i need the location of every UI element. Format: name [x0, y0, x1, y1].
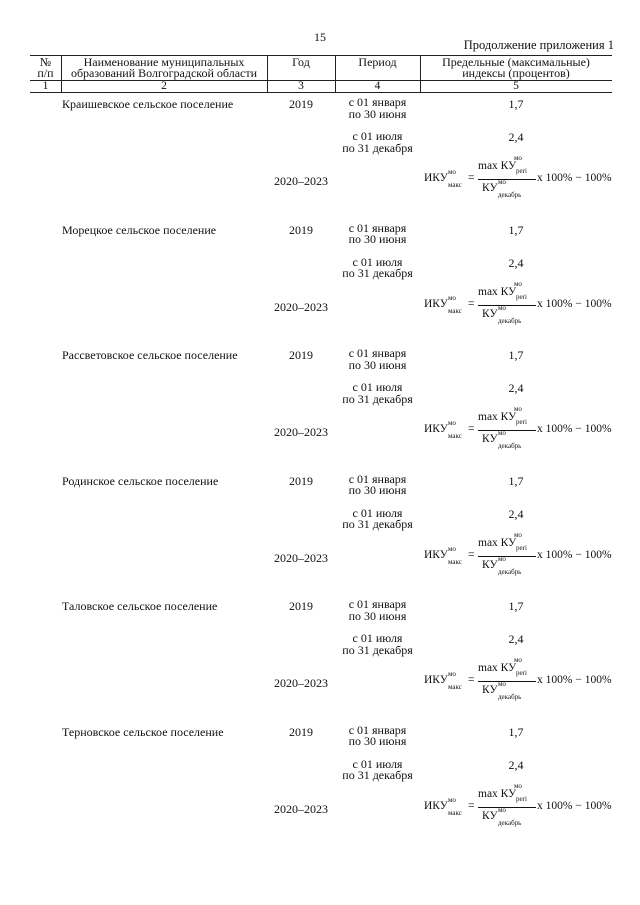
column-number-3: 3 — [298, 80, 304, 92]
index-formula — [424, 656, 614, 704]
formula-numerator: max КУ мо peri — [478, 656, 527, 677]
period-first-half: с 01 января по 30 июня — [348, 220, 407, 246]
index-first-half: 1,7 — [508, 599, 524, 613]
column-number-2: 2 — [161, 80, 167, 92]
header-col-name: Наименование муниципальных образований Волгоградской области — [70, 55, 258, 80]
year-2019: 2019 — [289, 724, 313, 739]
header-col-number: № п/п — [37, 55, 54, 80]
year-2019: 2019 — [289, 473, 313, 488]
period-first-half: с 01 января по 30 июня — [348, 346, 407, 372]
municipality-name: Рассветовское сельское поселение — [62, 348, 238, 362]
formula-denominator: КУ мо декабрь — [482, 429, 522, 450]
formula-tail: x 100% − 100% — [537, 423, 612, 435]
column-number-5: 5 — [513, 80, 519, 92]
index-formula — [424, 782, 614, 830]
formula-numerator: max КУ мо peri — [478, 530, 527, 552]
index-formula — [424, 405, 614, 453]
period-second-half: с 01 июля по 31 декабря — [342, 380, 413, 406]
municipality-name: Краишевское сельское поселение — [62, 97, 234, 111]
period-first-half: с 01 января по 30 июня — [348, 597, 407, 623]
period-second-half: с 01 июля по 31 декабря — [342, 505, 413, 531]
formula-equals: = — [468, 674, 475, 686]
index-first-half: 1,7 — [508, 348, 524, 362]
fraction-bar — [478, 681, 536, 682]
year-range: 2020–2023 — [274, 299, 328, 314]
formula-tail: x 100% − 100% — [537, 548, 612, 561]
index-formula — [424, 154, 614, 202]
index-first-half: 1,7 — [508, 724, 524, 739]
column-number-1: 1 — [42, 80, 49, 92]
period-first-half: с 01 января по 30 июня — [348, 722, 407, 748]
formula-tail: x 100% − 100% — [537, 172, 612, 184]
year-2019: 2019 — [289, 222, 313, 237]
period-second-half: с 01 июля по 31 декабря — [342, 254, 413, 280]
formula-lhs: ИКУ мо макс — [424, 670, 462, 691]
formula-denominator: КУ мо декабрь — [482, 680, 522, 701]
index-first-half: 1,7 — [508, 97, 524, 111]
year-range: 2020–2023 — [274, 174, 328, 188]
index-second-half: 2,4 — [508, 255, 524, 270]
year-range: 2020–2023 — [274, 425, 328, 439]
index-second-half: 2,4 — [508, 130, 524, 144]
municipality-name: Родинское сельское поселение — [62, 473, 219, 488]
fraction-bar — [478, 305, 536, 306]
formula-denominator: КУ мо декабрь — [482, 554, 522, 576]
formula-lhs: ИКУ мо макс — [424, 795, 462, 817]
formula-tail: x 100% − 100% — [537, 674, 612, 686]
formula-denominator: КУ мо декабрь — [482, 178, 522, 199]
municipality-name: Терновское сельское поселение — [62, 724, 224, 739]
index-second-half: 2,4 — [508, 381, 524, 395]
continuation-caption: Продолжение приложения 1 — [463, 38, 614, 52]
header-col-index: Предельные (максимальные) индексы (процентов) — [442, 55, 590, 80]
formula-denominator: КУ мо декабрь — [482, 303, 522, 325]
fraction-bar — [478, 430, 536, 431]
index-second-half: 2,4 — [508, 757, 524, 772]
formula-equals: = — [468, 172, 475, 184]
header-bottom-rule — [30, 92, 612, 93]
period-second-half: с 01 июля по 31 декабря — [342, 631, 413, 657]
formula-equals: = — [468, 297, 475, 310]
index-formula — [424, 531, 614, 579]
year-2019: 2019 — [289, 348, 313, 362]
formula-numerator: max КУ мо peri — [478, 279, 527, 301]
year-range: 2020–2023 — [274, 550, 328, 565]
index-first-half: 1,7 — [508, 222, 524, 237]
fraction-bar — [478, 807, 536, 808]
index-first-half: 1,7 — [508, 473, 524, 488]
municipality-name: Морецкое сельское поселение — [62, 222, 217, 237]
formula-lhs: ИКУ мо макс — [424, 293, 462, 315]
formula-lhs: ИКУ мо макс — [424, 544, 462, 566]
index-formula — [424, 280, 614, 328]
header-col-year: Год — [292, 55, 310, 69]
formula-equals: = — [468, 423, 475, 435]
formula-equals: = — [468, 799, 475, 812]
formula-equals: = — [468, 548, 475, 561]
period-second-half: с 01 июля по 31 декабря — [342, 129, 413, 155]
formula-denominator: КУ мо декабрь — [482, 805, 522, 827]
column-number-4: 4 — [374, 80, 381, 92]
header-col-period: Период — [358, 55, 397, 69]
period-second-half: с 01 июля по 31 декабря — [342, 756, 413, 782]
fraction-bar — [478, 556, 536, 557]
page-number: 15 — [314, 30, 326, 44]
period-first-half: с 01 января по 30 июня — [348, 95, 407, 121]
formula-tail: x 100% − 100% — [537, 799, 612, 812]
formula-numerator: max КУ мо peri — [478, 154, 527, 175]
formula-tail: x 100% − 100% — [537, 297, 612, 310]
formula-numerator: max КУ мо peri — [478, 781, 527, 803]
year-2019: 2019 — [289, 97, 313, 111]
index-second-half: 2,4 — [508, 506, 524, 521]
formula-numerator: max КУ мо peri — [478, 405, 527, 426]
year-2019: 2019 — [289, 599, 313, 613]
municipality-name: Таловское сельское поселение — [62, 599, 218, 613]
year-range: 2020–2023 — [274, 676, 328, 690]
fraction-bar — [478, 179, 536, 180]
year-range: 2020–2023 — [274, 801, 328, 816]
formula-lhs: ИКУ мо макс — [424, 168, 462, 189]
index-second-half: 2,4 — [508, 632, 524, 646]
formula-lhs: ИКУ мо макс — [424, 419, 462, 440]
period-first-half: с 01 января по 30 июня — [348, 471, 407, 497]
